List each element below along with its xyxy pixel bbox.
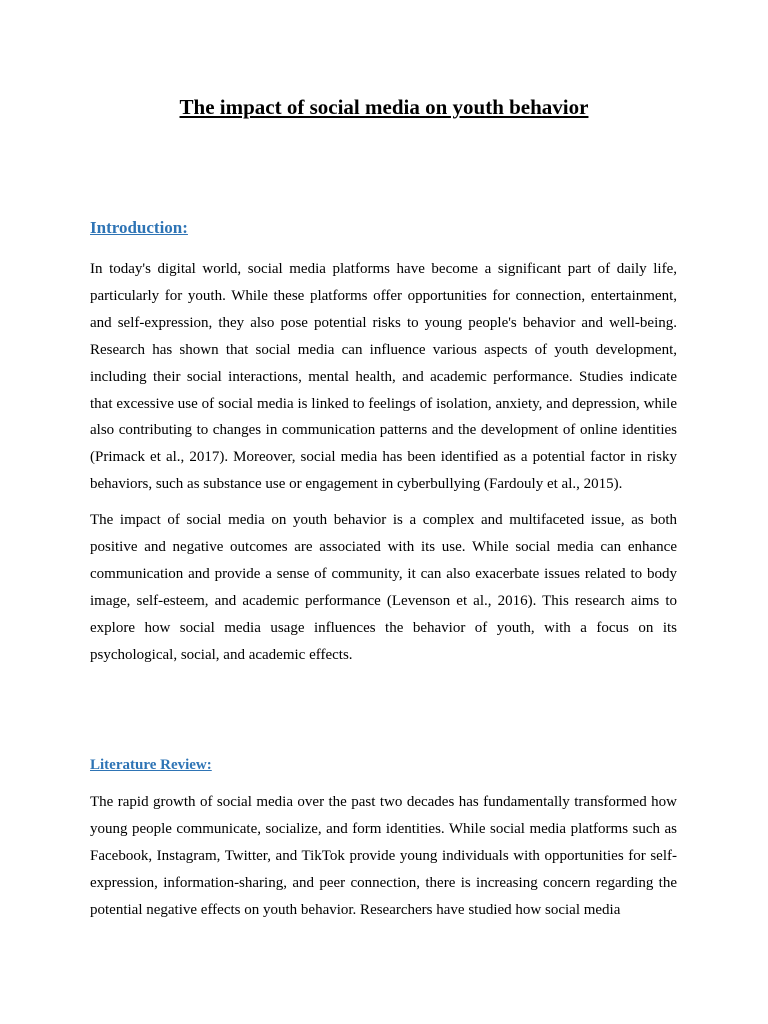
- document-title: The impact of social media on youth behavior: [179, 95, 589, 119]
- introduction-paragraph-2: The impact of social media on youth behavior is a complex and multifaceted issue, as both positive and negative outcomes are associated with its use. While social media can enhance communication and provide a sense of community, it can also exacerbate issues related to body image, self-esteem, and academic performance (Levenson et al., 2016). This research aims to explore how social media usage influences the behavior of youth, with a focus on its psychological, social, and academic effects.: [90, 512, 677, 663]
- introduction-heading: Introduction:: [90, 218, 188, 237]
- literature-review-heading: Literature Review:: [90, 757, 212, 773]
- literature-review-paragraph-1: The rapid growth of social media over the past two decades has fundamentally transformed how young people communicate, socialize, and form identities. While social media platforms such as Facebook, Instagram, Twitter, and TikTok provide young individuals with opportunities for self-expression, information-sharing, and peer connection, there is increasing concern regarding the potential negative effects on youth behavior. Researchers have studied how social media: [90, 794, 677, 918]
- introduction-paragraph-1: In today's digital world, social media platforms have become a significant part of daily life, particularly for youth. While these platforms offer opportunities for connection, entertainment, and self-expression, they also pose potential risks to young people's behavior and well-being. Research has shown that social media can influence various aspects of youth development, including their social interactions, mental health, and academic performance. Studies indicate that excessive use of social media is linked to feelings of isolation, anxiety, and depression, while also contributing to changes in communication patterns and the development of online identities (Primack et al., 2017). Moreover, social media has been identified as a potential factor in risky behaviors, such as substance use or engagement in cyberbullying (Fardouly et al., 2015).: [90, 261, 677, 493]
